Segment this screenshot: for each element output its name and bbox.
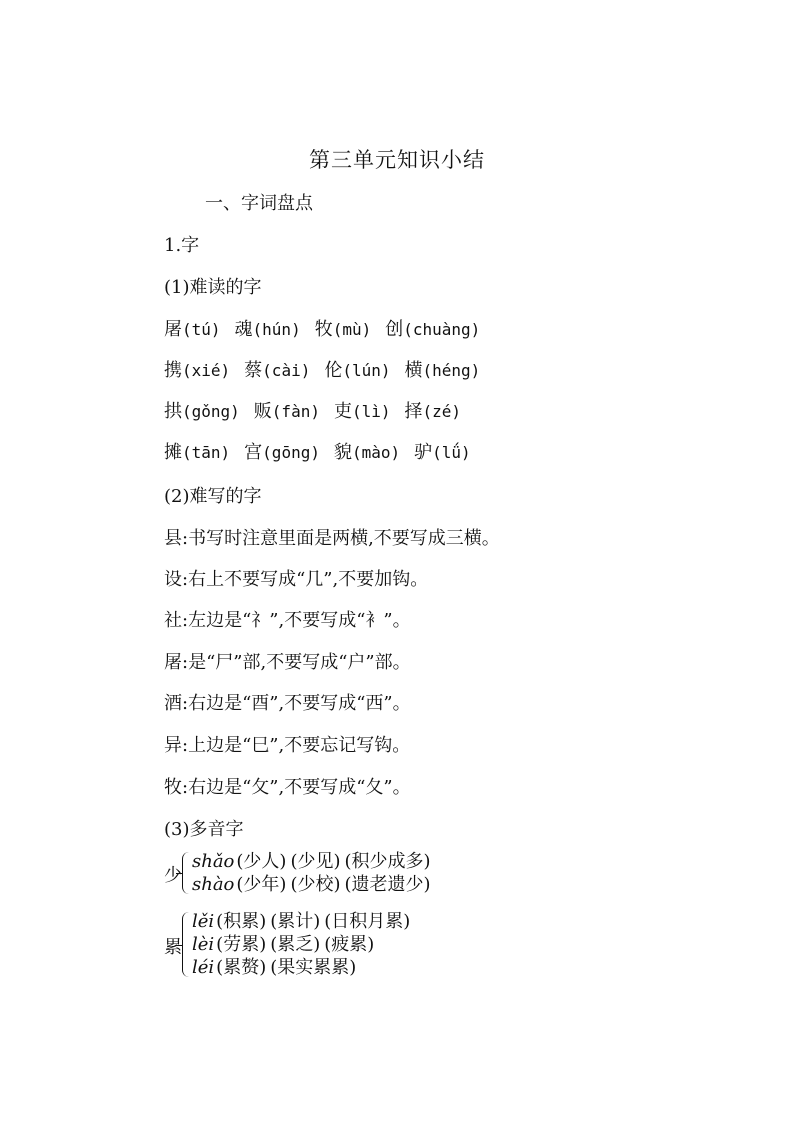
polyphonic-heading: (3)多音字 [164, 819, 244, 840]
pinyin: (tú) [182, 320, 221, 339]
pinyin: (héng) [422, 361, 481, 380]
char: 伦 [324, 360, 343, 381]
reading-pinyin: lèi [192, 934, 215, 955]
pinyin: (hún) [252, 320, 301, 339]
hard-read-heading: (1)难读的字 [164, 277, 262, 298]
char-pinyin-pair [235, 315, 301, 341]
char-pinyin-pair [164, 397, 240, 423]
pinyin: (cài) [262, 361, 311, 380]
char: 拱 [164, 401, 182, 422]
char-pinyin-pair [334, 438, 400, 464]
char: 创 [385, 319, 404, 340]
char: 吏 [333, 401, 352, 422]
example-word: (少年) [236, 874, 287, 895]
hard-read-row [164, 438, 485, 464]
hard-write-item: 社:左边是“礻”,不要写成“衤”。 [164, 610, 411, 631]
pinyin: (lún) [342, 361, 391, 380]
pinyin: (xié) [182, 361, 231, 380]
brace-icon [182, 912, 189, 977]
char-pinyin-pair [324, 356, 390, 382]
char-pinyin-pair [164, 356, 230, 382]
char: 贩 [253, 401, 272, 422]
hard-write-item: 屠:是“尸”部,不要写成“户”部。 [164, 652, 411, 673]
char-pinyin-pair [315, 315, 372, 341]
reading-row [192, 873, 435, 896]
reading-row [192, 933, 414, 956]
example-word: (积累) [216, 911, 267, 932]
char: 宫 [244, 442, 263, 463]
char-pinyin-pair [164, 315, 221, 341]
char: 携 [164, 360, 182, 381]
char: 择 [404, 401, 423, 422]
example-word: (少校) [290, 874, 341, 895]
example-word: (遗老遗少) [344, 874, 431, 895]
char-pinyin-pair [405, 397, 462, 423]
hard-write-heading: (2)难写的字 [164, 486, 262, 507]
example-word: (劳累) [216, 934, 267, 955]
char-pinyin-pair [405, 356, 481, 382]
example-word: (累赘) [216, 957, 267, 978]
char: 横 [404, 360, 423, 381]
reading-list [192, 850, 435, 896]
pinyin: (mào) [351, 443, 401, 462]
example-word: (少人) [236, 851, 287, 872]
reading-list [192, 910, 414, 979]
char-pinyin-pair [414, 438, 471, 464]
hard-read-row [164, 315, 494, 341]
hard-read-row [164, 356, 494, 382]
char: 摊 [164, 442, 182, 463]
hard-write-item: 酒:右边是“酉”,不要写成“西”。 [164, 693, 411, 714]
example-word: (累计) [270, 911, 321, 932]
hard-write-item: 县:书写时注意里面是两横,不要写成三横。 [164, 528, 500, 549]
pinyin: (chuàng) [403, 320, 481, 339]
brace-icon [182, 852, 189, 894]
char: 魂 [234, 319, 253, 340]
char: 蔡 [244, 360, 263, 381]
hard-write-item: 设:右上不要写成“几”,不要加钩。 [164, 569, 429, 590]
example-word: (累乏) [270, 934, 321, 955]
char-pinyin-pair [385, 315, 480, 341]
reading-row [192, 910, 414, 933]
hard-write-item: 牧:右边是“攵”,不要写成“夂”。 [164, 777, 411, 798]
hard-read-row [164, 397, 475, 423]
pinyin: (fàn) [271, 402, 320, 421]
reading-pinyin: shào [192, 874, 235, 895]
reading-pinyin: lěi [192, 911, 215, 932]
example-word: (少见) [290, 851, 341, 872]
pinyin: (zé) [422, 402, 462, 421]
pinyin: (gǒng) [182, 402, 240, 421]
example-word: (疲累) [324, 934, 375, 955]
char-pinyin-pair [164, 438, 230, 464]
char-pinyin-pair [254, 397, 320, 423]
pinyin: (lì) [351, 402, 391, 421]
polyphonic-char: 累 [164, 936, 182, 958]
pinyin: (gōng) [262, 443, 320, 462]
char-pinyin-pair [244, 356, 310, 382]
pinyin: (lǘ) [432, 443, 471, 462]
example-word: (果实累累) [270, 957, 357, 978]
char: 驴 [414, 442, 433, 463]
example-word: (日积月累) [324, 911, 411, 932]
pinyin: (mù) [332, 320, 372, 339]
char: 牧 [314, 319, 333, 340]
reading-pinyin: shǎo [192, 851, 235, 872]
pinyin: (tān) [182, 443, 231, 462]
reading-row [192, 850, 435, 873]
subsection-heading: 1.字 [164, 235, 200, 256]
hard-write-item: 异:上边是“巳”,不要忘记写钩。 [164, 735, 411, 756]
polyphonic-char: 少 [164, 865, 182, 886]
example-word: (积少成多) [344, 851, 431, 872]
reading-pinyin: léi [192, 957, 215, 978]
char: 貌 [333, 442, 352, 463]
char-pinyin-pair [244, 438, 320, 464]
char-pinyin-pair [334, 397, 391, 423]
page-title: 第三单元知识小结 [309, 148, 485, 172]
reading-row [192, 956, 414, 979]
char: 屠 [164, 319, 182, 340]
section-heading: 一、字词盘点 [205, 193, 313, 214]
